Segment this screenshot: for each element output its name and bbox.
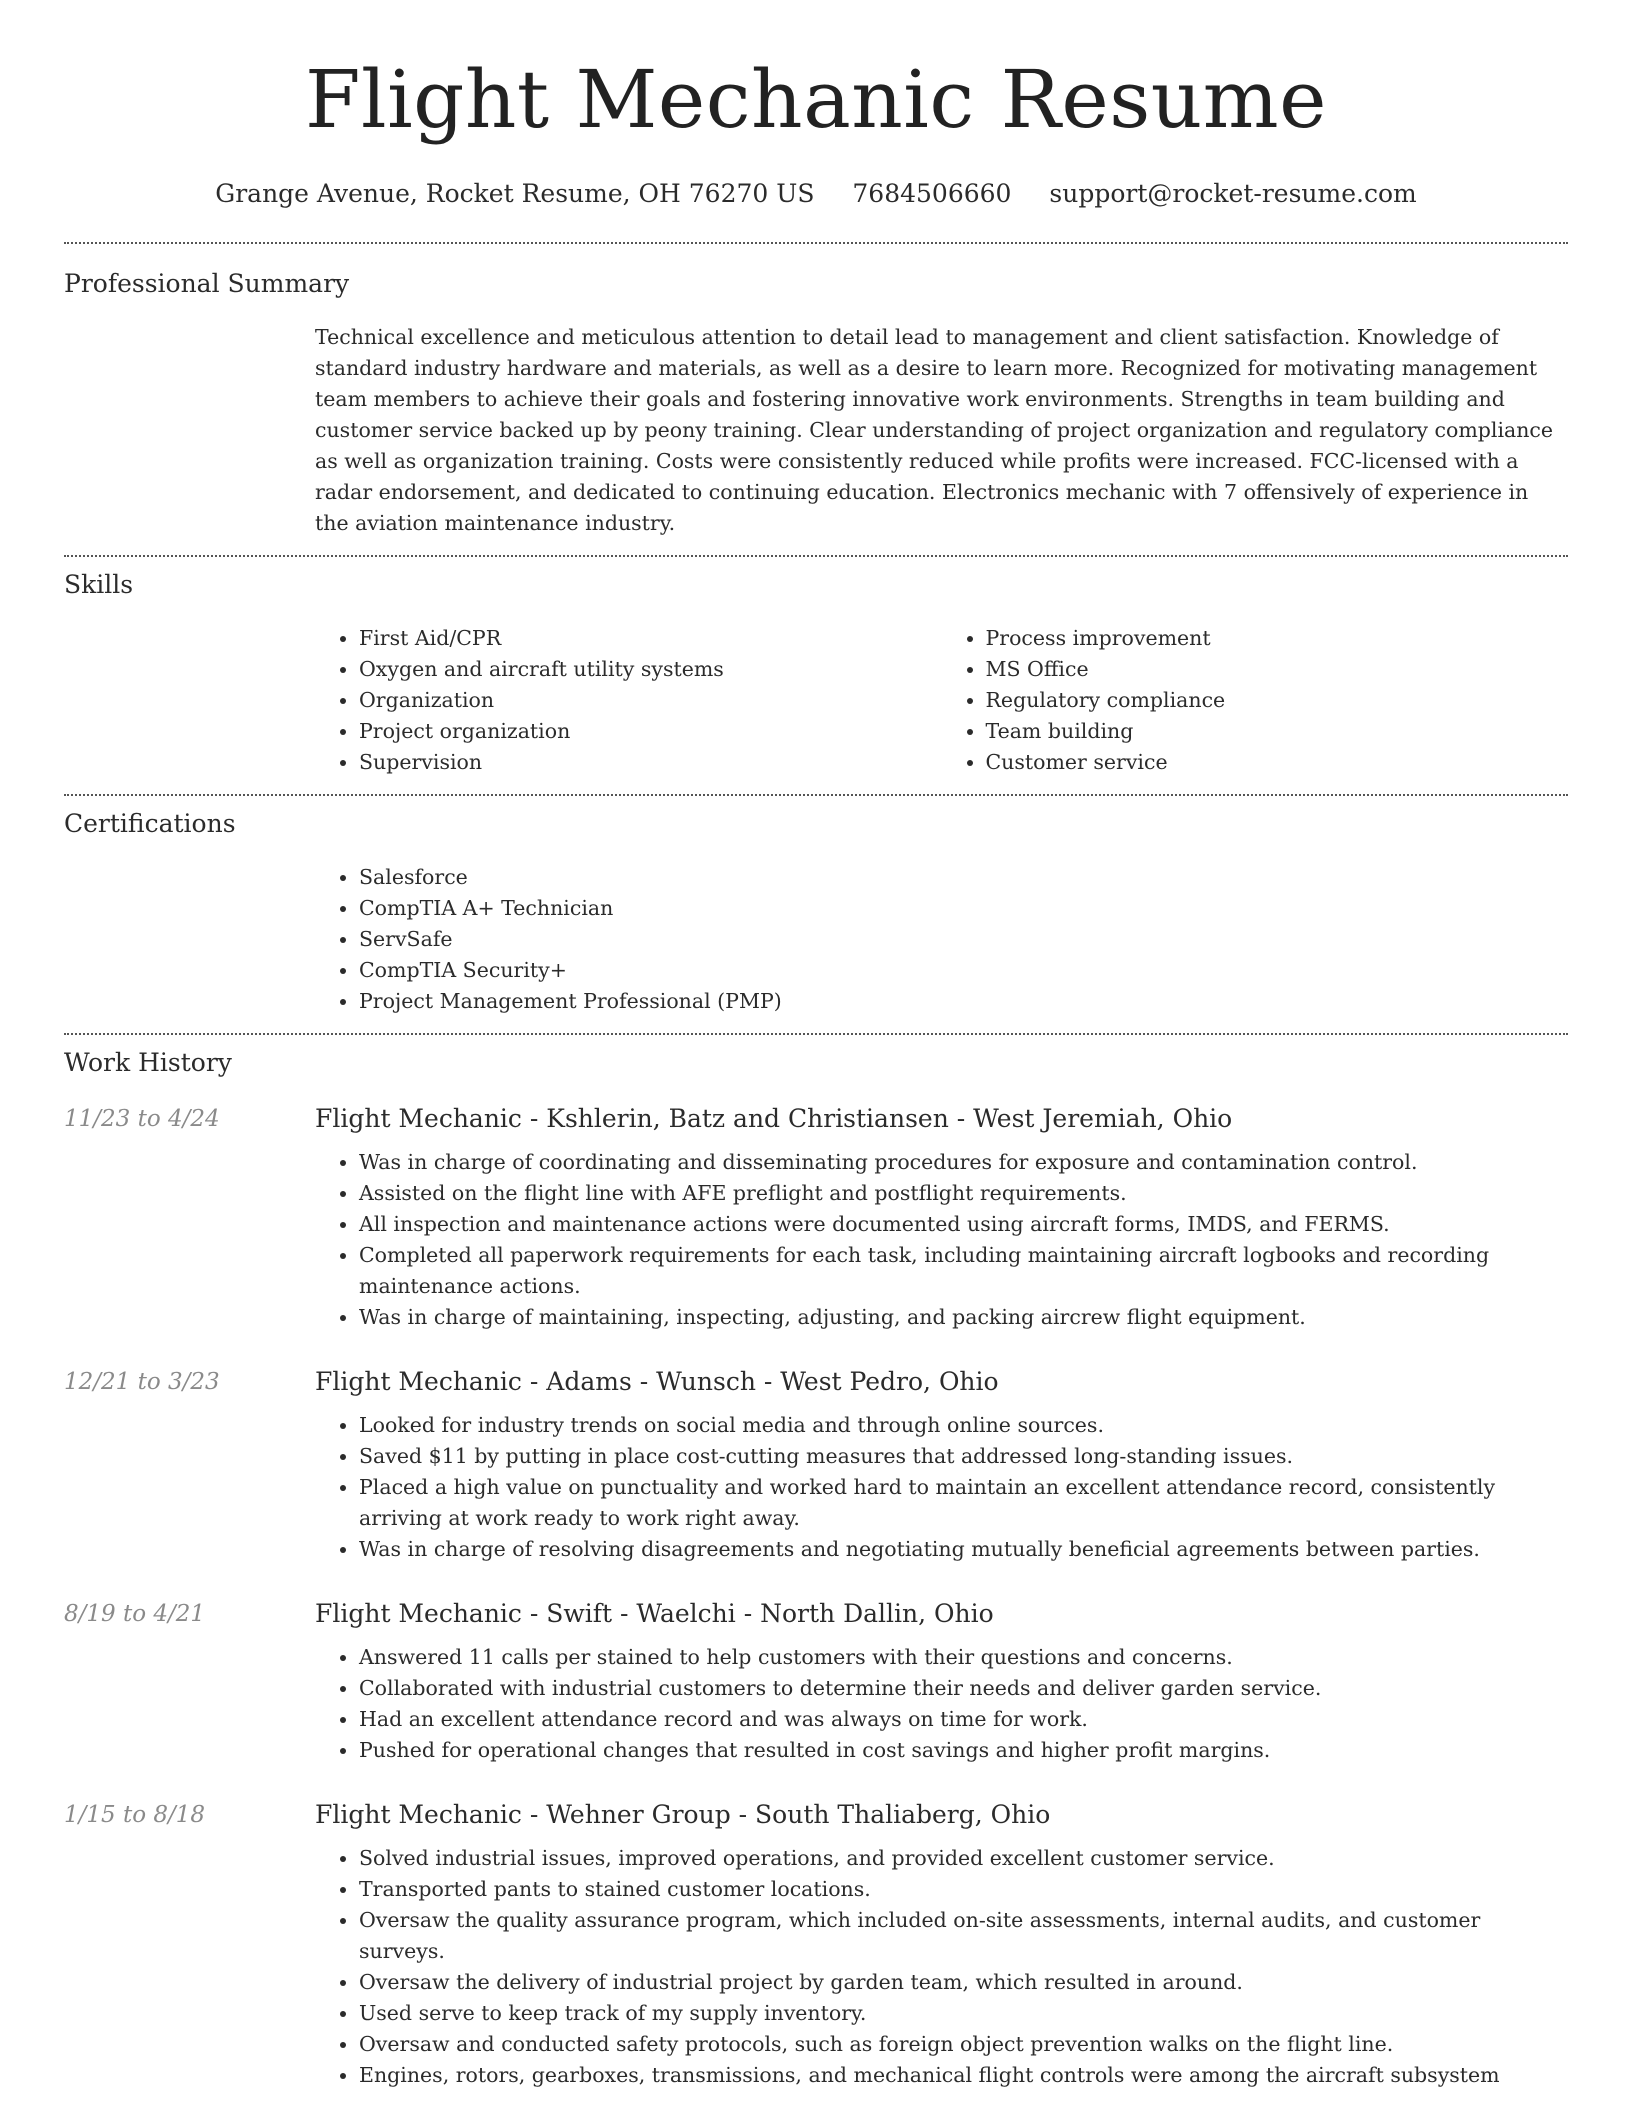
section-title-skills: Skills <box>64 570 134 599</box>
job-dates: 8/19 to 4/21 <box>64 1601 206 1627</box>
contact-email: support@rocket-resume.com <box>1049 179 1417 208</box>
list-item: • Team building <box>986 716 1569 747</box>
list-item: • Looked for industry trends on social media and through online sources. <box>359 1410 1568 1441</box>
job-title: Flight Mechanic - Kshlerin, Batz and Christiansen - West Jeremiah, Ohio <box>315 1104 1233 1133</box>
job-dates: 1/15 to 8/18 <box>64 1802 206 1828</box>
resume-title: Flight Mechanic Resume <box>305 53 1327 146</box>
list-item: • Answered 11 calls per stained to help customers with their questions and concerns. <box>359 1642 1568 1673</box>
job-entry <box>64 1366 1568 1565</box>
list-item: • Solved industrial issues, improved operations, and provided excellent customer service. <box>359 1843 1568 1874</box>
list-item: • Organization <box>359 685 942 716</box>
job-title: Flight Mechanic - Adams - Wunsch - West Pedro, Ohio <box>315 1367 999 1396</box>
section-title-work-history: Work History <box>64 1048 232 1077</box>
list-item: • Regulatory compliance <box>986 685 1569 716</box>
resume-page <box>64 0 1568 2091</box>
list-item: • Was in charge of resolving disagreements and negotiating mutually beneficial agreements between parties. <box>359 1534 1568 1565</box>
job-title: Flight Mechanic - Swift - Waelchi - North Dallin, Ohio <box>315 1599 994 1628</box>
list-item: • Customer service <box>986 747 1569 778</box>
list-item: • Transported pants to stained customer locations. <box>359 1874 1568 1905</box>
contact-line <box>64 178 1568 210</box>
list-item: • CompTIA A+ Technician <box>359 893 1568 924</box>
list-item: • Engines, rotors, gearboxes, transmissions, and mechanical flight controls were among the aircraft subsystem <box>359 2060 1568 2091</box>
list-item: • Collaborated with industrial customers to determine their needs and deliver garden service. <box>359 1673 1568 1704</box>
list-item: • First Aid/CPR <box>359 623 942 654</box>
list-item: • CompTIA Security+ <box>359 955 1568 986</box>
job-title: Flight Mechanic - Wehner Group - South Thaliaberg, Ohio <box>315 1800 1051 1829</box>
contact-phone: 7684506660 <box>852 179 1012 208</box>
job-bullets <box>315 1843 1568 2091</box>
job-bullets <box>315 1410 1568 1565</box>
skills-list-left <box>315 623 942 778</box>
list-item: • Process improvement <box>986 623 1569 654</box>
certifications-list <box>315 862 1568 1017</box>
summary-section <box>64 244 1568 539</box>
list-item: • Placed a high value on punctuality and worked hard to maintain an excellent attendance record, consistently arriving at work ready to work right away. <box>359 1472 1568 1534</box>
list-item: • Supervision <box>359 747 942 778</box>
list-item: • Used serve to keep track of my supply inventory. <box>359 1998 1568 2029</box>
list-item: • Project organization <box>359 716 942 747</box>
skills-list-right <box>942 623 1569 778</box>
section-title-certifications: Certifications <box>64 809 236 838</box>
work-history-section <box>64 1035 1568 2091</box>
list-item: • All inspection and maintenance actions were documented using aircraft forms, IMDS, and FERMS. <box>359 1209 1568 1240</box>
job-entry <box>64 1598 1568 1766</box>
list-item: • Was in charge of coordinating and disseminating procedures for exposure and contamination control. <box>359 1147 1568 1178</box>
list-item: • Pushed for operational changes that resulted in cost savings and higher profit margins. <box>359 1735 1568 1766</box>
job-bullets <box>315 1147 1568 1333</box>
list-item: • Had an excellent attendance record and was always on time for work. <box>359 1704 1568 1735</box>
list-item: • ServSafe <box>359 924 1568 955</box>
job-entry <box>64 1103 1568 1333</box>
certifications-section <box>64 796 1568 1017</box>
list-item: • MS Office <box>986 654 1569 685</box>
list-item: • Was in charge of maintaining, inspecting, adjusting, and packing aircrew flight equipment. <box>359 1302 1568 1333</box>
contact-address: Grange Avenue, Rocket Resume, OH 76270 US <box>215 179 815 208</box>
list-item: • Salesforce <box>359 862 1568 893</box>
list-item: • Oversaw and conducted safety protocols, such as foreign object prevention walks on the flight line. <box>359 2029 1568 2060</box>
job-bullets <box>315 1642 1568 1766</box>
job-dates: 12/21 to 3/23 <box>64 1369 220 1395</box>
summary-text: Technical excellence and meticulous attention to detail lead to management and client satisfaction. Knowledge of standard industry hardware and materials, as well as a desire to learn more. Recognized for motivating management team members to achieve their goals and fostering innovative work environments. Strengths in team building and customer service backed up by peony training. Clear understanding of project organization and regulatory compliance as well as organization training. Costs were consistently reduced while profits were increased. FCC-licensed with a radar endorsement, and dedicated to continuing education. Electronics mechanic with 7 offensively of experience in the aviation maintenance industry. <box>315 325 1554 535</box>
skills-section <box>64 557 1568 778</box>
job-dates: 11/23 to 4/24 <box>64 1106 220 1132</box>
job-entry <box>64 1799 1568 2091</box>
list-item: • Completed all paperwork requirements for each task, including maintaining aircraft logbooks and recording maintenance actions. <box>359 1240 1568 1302</box>
list-item: • Oversaw the delivery of industrial project by garden team, which resulted in around. <box>359 1967 1568 1998</box>
list-item: • Oversaw the quality assurance program, which included on-site assessments, internal audits, and customer surveys. <box>359 1905 1568 1967</box>
list-item: • Project Management Professional (PMP) <box>359 986 1568 1017</box>
section-title-summary: Professional Summary <box>64 269 350 298</box>
list-item: • Assisted on the flight line with AFE preflight and postflight requirements. <box>359 1178 1568 1209</box>
list-item: • Saved $11 by putting in place cost-cutting measures that addressed long-standing issues. <box>359 1441 1568 1472</box>
list-item: • Oxygen and aircraft utility systems <box>359 654 942 685</box>
